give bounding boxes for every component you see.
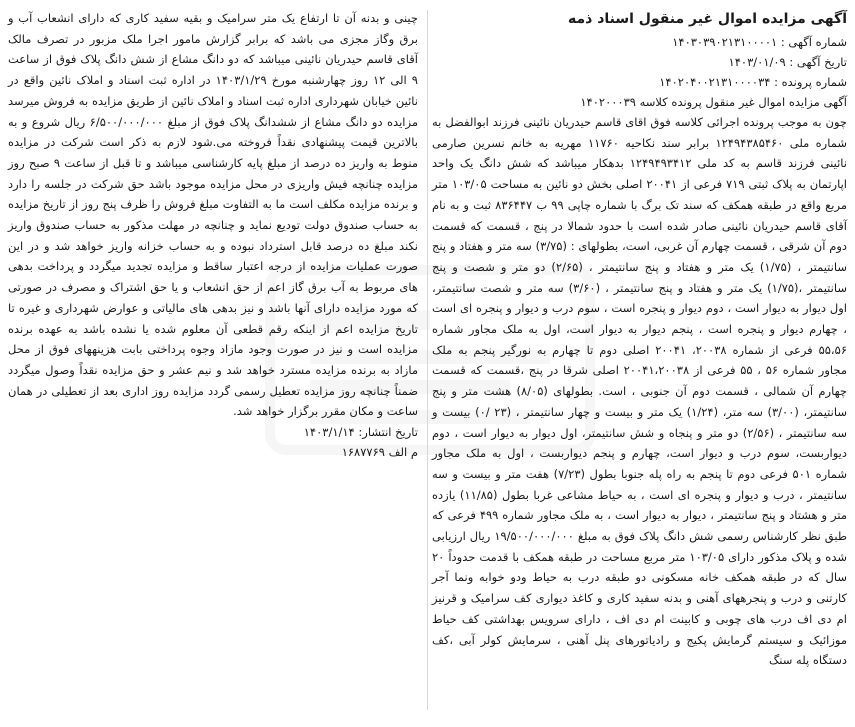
right-column (432, 8, 847, 671)
ad-date: تاریخ آگهی : ۱۴۰۳/۰۱/۰۹ (728, 55, 847, 69)
case-number: شماره پرونده : ۱۴۰۲۰۴۰۰۲۱۳۱۰۰۰۰۳۴ (659, 75, 847, 89)
ad-number: شماره آگهی : ۱۴۰۳۰۳۹۰۲۱۳۱۰۰۰۰۱ (672, 35, 847, 49)
left-column (8, 8, 418, 462)
publish-date: تاریخ انتشار: ۱۴۰۳/۱/۱۴ (303, 425, 418, 440)
notice-body-left: چینی و بدنه آن تا ارتفاع یک متر سرامیک و بقیه سفید کاری که دارای انشعاب آب و برق وگاز مجزی می باشد که برابر گزارش مامور اجرا ملک مزبور در تصرف مالک آقای قاسم حیدریان نائینی میباشد که دو دانگ مشاع از شش دانگ پلاک فوق از ساعت ۹ الی ۱۲ روز چهارشنبه مورخ ۱۴۰۳/۱/۲۹ در اداره ثبت اسناد و املاک نائین واقع در نائین خیابان شهرداری اداره ثبت اسناد و املاک نائین از طریق مزایده به فروش میرسد مزایده دو دانگ مشاع از ششدانگ پلاک فوق از مبلغ ۶/۵۰۰/۰۰۰/۰۰۰ ریال شروع و به بالاترین قیمت پیشنهادی نقداً فروخته می.شود لازم به ذکر است شرکت در مزایده منوط به واریز ده درصد از مبلغ پایه کارشناسی میباشد و تا قبل از ساعت ۹ صبح روز مزایده چنانچه فیش واریزی در محل مزایده موجود باشد حق شرکت در جلسه را دارد و برنده مزایده مکلف است ما به التفاوت مبلغ فروش را ظرف پنج روز از تاریخ مزایده به حساب صندوق دولت تودیع نماید و چنانچه در مهلت مذکور به حساب صندوق واریز نکند مبلغ ده درصد قابل استرداد نبوده و به حساب خزانه واریز خواهد شد و در این صورت عملیات مزایده از درجه اعتبار ساقط و مزایده تجدید میگردد و پرداخت بدهی های مربوط به آب برق گاز اعم از حق انشعاب و یا حق اشتراک و مصرف در صورتی که مورد مزایده دارای آنها باشد و نیز بدهی های مالیاتی و عوارض شهرداری و غیره تا تاریخ مزایده اعم از اینکه رقم قطعی آن معلوم شده یا نشده باشد به عهده برنده مزایده است و نیز در صورت وجود مازاد وجوه پرداختی بابت هزینههای فوق از محل مازاد به برنده مزایده مسترد خواهد شد و نیم عشر و حق مزایده نقداً وصول میگردد ضمناً چنانچه روز مزایده تعطیل رسمی گردد مزایده روز اداری بعد از تعطیلی در همان ساعت و مکان مقرر برگزار خواهد شد. (8, 11, 418, 419)
notice-title: آگهی مزایده اموال غیر منقول اسناد ذمه (567, 11, 847, 27)
auction-title: آگهی مزایده اموال غیر منقول پرونده کلاسه ۱۴۰۲۰۰۰۳۹ (580, 95, 847, 109)
column-divider (427, 10, 428, 710)
notice-body-right: چون به موجب پرونده اجرائی کلاسه فوق اقای قاسم حیدریان نائینی فرزند ابوالفضل به شماره ملی ۱۲۴۹۴۳۸۵۴۶۰ برابر سند نکاحیه ۱۱۷۶۰ مهریه به خانم نسرین صارمی نائینی فرزند قاسم به کد ملی ۱۲۴۹۴۹۳۴۱۲ بدهکار میباشد که شش دانگ یک واحد اپارتمان به پلاک ثبتی ۷۱۹ فرعی از ۲۰۰۴۱ اصلی بخش دو نائین به مساحت ۱۰۳/۰۵ متر مربع واقع در طبقه همکف که سند تک برگ با شماره چاپی ۹۹ ب ۸۳۶۴۴۷ ثبت و به نام آقای قاسم حیدریان نائینی صادر شده است با حدود شمالا در پنج ، قسمت که قسمت دوم آن شرقی ، قسمت چهارم آن غربی، است، بطولهای : (۳/۷۵) سه متر و هفتاد و پنج سانتیمتر ، (۱/۷۵) یک متر و هفتاد و پنج سانتیمتر ، (۲/۶۵) دو متر و شصت و پنج سانتیمتر ،(۱/۷۵) یک متر و هفتاد و پنج سانتیمتر ، (۳/۶۰) سه متر و شصت سانتیمتر، اول دیوار به دیوار است ، دوم دیوار و پنجره است ، سوم درب و دیوار و پنجره ای است ، چهارم دیوار و پنجره است ، پنجم دیوار به دیوار است، اول به ملک مجاور شماره ۵۵،۵۶ فرعی از شماره ۲۰۰۳۸، ۲۰۰۴۱ اصلی دوم تا چهارم به نورگیر پنجم به ملک مجاور شماره ۵۶ ، ۵۵ فرعی از ۲۰۰۴۱،۲۰۰۳۸ اصلی شرقا در پنج ،قسمت که قسمت چهارم آن شمالی ، قسمت دوم آن جنوبی ، است. بطولهای (۸/۰۵) هشت متر و پنج سانتیمتر، (۳/۰۰) سه متر، (۱/۲۴) یک متر و بیست و چهار سانتیمتر ، (۲۳ /۰) بیست و سه سانتیمتر ، (۲/۵۶) دو متر و پنجاه و شش سانتیمتر، اول دیوار به دیوار است ، دوم دیواربست، سوم درب و دیوار است، چهارم و پنجم دیواربست ، اول به ملک مجاور شماره ۵۰۱ فرعی دوم تا پنجم به راه پله جنوبا بطول (۷/۲۳) هفت متر و بیست و سه سانتیمتر ، درب و دیوار و پنجره ای است ، به حیاط مشاعی غربا بطول (۱۱/۸۵) یازده متر و هشتاد و پنج سانتیمتر ، دیوار به دیوار است ، به ملک مجاور شماره ۴۹۹ فرعی که طبق نظر کارشناس رسمی شش دانگ پلاک فوق به مبلغ ۱۹/۵۰۰/۰۰۰/۰۰۰ ریال ارزیابی شده و پلاک مذکور دارای ۱۰۳/۰۵ متر مربع مساحت در طبقه همکف با قدمت حدوداً ۲۰ سال که در طبقه همکف خانه مسکونی دو طبقه درب به حیاط ودو خوابه ونما آجر کارتنی و درب و پنجرههای آهنی و بدنه سفید کاری و کاغذ دیواری کف سرامیک و قرنیز ام دی اف درب های چوبی و کابینت ام دی اف ، دارای سرویس بهداشتی کف حیاط موزائیک و سیستم گرمایش پکیج و رادیاتورهای پنل آهنی ، سرمایش کولر آبی ،کف دستگاه پله سنگ (432, 115, 848, 668)
reference-code: م الف ۱۶۸۷۷۶۹ (341, 445, 418, 460)
